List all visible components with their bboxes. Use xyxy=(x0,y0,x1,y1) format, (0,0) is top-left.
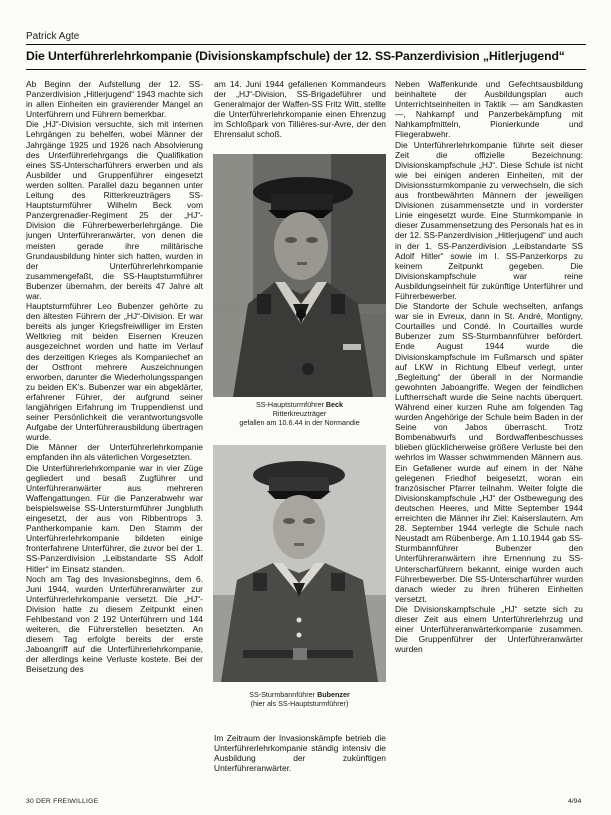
caption-name: Beck xyxy=(325,400,344,409)
author-name: Patrick Agte xyxy=(26,31,80,42)
article-headline: Die Unterführerlehrkompanie (Divisionskampfschule) der 12. SS-Panzerdivision „Hitlerjugend“ xyxy=(26,49,565,63)
paragraph: Die Divisionskampfschule „HJ“ setzte sich zu dieser Zeit aus einem Unterführerlehrzug und einer Unterführeranwärterkompanie zusammen. Die Gruppenführer der Unterführeranwärter wurden xyxy=(395,603,583,655)
paragraph: Die Männer der Unterführerlehrkompanie empfanden ihn als väterlichen Vorgesetzten. xyxy=(26,442,203,463)
paragraph: Hauptsturmführer Leo Bubenzer gehörte zu den ältesten Führern der „HJ“-Division. Er war bereits als junger Kriegsfreiwilliger im Ersten Weltkrieg mit beiden Eisernen Kreuzen ausgezeichnet worden und hatte im Verlauf des derzeitigen Krieges als Kompaniechef an der Ostfront mehrere Auszeichnungen erworben, darunter die Wiederholungsspangen zu beiden EK's. Bubenzer war ein abgeklärter, erfahrener Führer, der aufgrund seiner langjährigen Erfahrung im Truppendienst und seiner Persönlichkeit die verantwortungsvolle Aufgabe der Unterführerausbildung übertragen wurde. xyxy=(26,301,203,443)
text-column-2-top xyxy=(214,79,386,151)
paragraph: Die Unterführerlehrkompanie führte seit dieser Zeit die offizielle Bezeichnung: Divisionskampfschule „HJ“. Diese Schule ist nicht wie bei einigen anderen Einheiten, mit der Divisionssturmkompanie zu verwechseln, die sich aus frontbewährten Männern der jeweiligen Divisionen zusammensetzte und in vorderster Linie eingesetzt wurde. Eine Sturmkompanie in dieser Zusammensetzung des Personals hat es in der 12. SS-Panzerdivision „Hitlerjugend“ und auch in der 1. SS-Panzerdivision „Leibstandarte SS Adolf Hitler“ sowie im I. SS-Panzerkorps zu keinem Zeitpunkt gegeben. Die Divisionskampfschule war reine Ausbildungseinheit für zukünftige Unterführer und Führerbewerber. xyxy=(395,139,583,301)
photo-caption-beck xyxy=(213,400,386,428)
text-column-3 xyxy=(395,79,583,792)
paragraph: am 14. Juni 1944 gefallenen Kommandeurs der „HJ“-Division, SS-Brigadeführer und Generalmajor der Waffen-SS Fritz Witt, stellte die Unterführerlehrkompanie einen Ehrenzug im Schloßpark von Tillières-sur-Avre, der den Ehrensalut schoß. xyxy=(214,79,386,140)
paragraph: Die Unterführerlehrkompanie war in vier Züge gegliedert und besaß Zugführer und Unterführeranwärter aus mehreren Waffengattungen. Für die Panzerabwehr war beispielsweise SS-Untersturmführer Jungbluth eingesetzt, der aus von Ribbentrops 3. Pantherkompanie kam. Den Stamm der Unterführerlehrkompanie bildeten einige fronterfahrene Unterführer, die zuvor bei der 1. SS-Panzerdivision „Leibstandarte SS Adolf Hitler“ im Einsatz standen. xyxy=(26,462,203,574)
page-footer-issue: 4/94 xyxy=(568,798,582,805)
photo-caption-bubenzer xyxy=(213,690,386,708)
caption-rank: SS-Hauptsturmführer xyxy=(255,400,326,409)
caption-line: (hier als SS-Hauptsturmführer) xyxy=(250,699,349,709)
caption-line: gefallen am 10.6.44 in der Normandie xyxy=(239,418,360,428)
text-column-1 xyxy=(26,79,203,792)
paragraph: Im Zeitraum der Invasionskämpfe betrieb die Unterführerlehrkompanie ständig intensiv die Ausbildung der zukünftigen Unterführeranwärter. xyxy=(214,733,386,774)
portrait-photo-icon xyxy=(213,154,386,397)
headline-rule xyxy=(26,69,586,70)
photo-bubenzer xyxy=(213,445,386,682)
top-rule xyxy=(26,44,586,45)
paragraph: Neben Waffenkunde und Gefechtsausbildung beinhaltete der Ausbildungsplan auch Unterrichtseinheiten in Taktik — am Sandkasten —, Nahkampf und Panzerbekämpfung mit Nahkampfmitteln, Pionierkunde und Fliegerabwehr. xyxy=(395,79,583,140)
portrait-photo-icon xyxy=(213,445,386,682)
paragraph: Die Standorte der Schule wechselten, anfangs war sie in Evreux, dann in St. André, Montigny, Courtailles und Condé. In Courtailles wurde Bubenzer zum SS-Sturmbannführer befördert. Ende August 1944 wurde die Divisionskampfschule im Fußmarsch und später auf LKW in Richtung Elbeuf verlegt, unter „Begleitung“ der überall in der Normandie gewohnten Jaboangriffe. Wegen der feindlichen Luftherrschaft wurde die Seine nachts überquert. Während einer kurzen Ruhe am folgenden Tag wurden Angehörige der Schule beim Baden in der Seine von Jabos überrascht. Trotz Bombenabwurfs und Bordwaffenbeschusses blieben glücklicherweise größere Verluste bei den wehrlos im Wasser schwimmenden Männern aus. Ein Gefallener wurde auf einem in der Nähe gelegenen Friedhof beigesetzt, woran ein französischer Pfarrer teilnahm. Weiter folgte die Divisionskampfschule „HJ“ der Ostbewegung des deutschen Heeres, und Mitte September 1944 erreichten die Männer ihr Ziel: Kaiserslautern. Am 28. September 1944 verlegte die Schule nach Neustadt am Rübenberge. Am 1.10.1944 gab SS-Sturmbannführer Bubenzer den Unterführeranwärtern ihre Ernennung zu SS-Unterscharführern bekannt, einige wurden auch Führerbewerber. Die SS-Unterscharführer wurden danach wieder zu ihren früheren Einheiten versetzt. xyxy=(395,301,583,604)
paragraph: Noch am Tag des Invasionsbeginns, dem 6. Juni 1944, wurden Unterführeranwärter zur Unterführerlehrkompanie versetzt. Die „HJ“-Division hatte zu diesem Zeitpunkt einen Fehlbestand von 2 192 Unterführern und 144 weiteren, die Führerstellen besetzten. An diesem Tag erfolgte bereits der erste Jaboangriff auf die Unterführerlehrkompanie, der allerdings keine Verluste kostete. Bei der Beisetzung des xyxy=(26,573,203,675)
photo-beck xyxy=(213,154,386,397)
page-footer-left: 30 DER FREIWILLIGE xyxy=(26,798,99,805)
paragraph: Die „HJ“-Division versuchte, sich mit internen Lehrgängen zu behelfen, wobei Männer der Jahrgänge 1925 und 1926 nach Absolvierung des Unterführerlehrgangs die Qualifikation eines SS-Unterscharführers erwerben und als Ausbilder und Gruppenführer eingesetzt werden sollten. Parallel dazu begannen unter Leitung des Ritterkreuzträgers SS-Hauptsturmführer Wilhelm Beck vom Panzergrenadier-Regiment 25 der „HJ“-Division die Führerbewerberlehrgänge. Die jungen Unterführeranwärter, von denen die meisten gerade ihre militärische Grundausbildung hinter sich hatten, wurden in der Unterführerlehrkompanie zusammengefaßt, die SS-Hauptsturmführer Bubenzer übernahm, der bereits 47 Jahre alt war. xyxy=(26,119,203,301)
caption-name: Bubenzer xyxy=(317,690,350,699)
caption-rank: SS-Sturmbannführer xyxy=(249,690,318,699)
text-column-2-bottom xyxy=(214,733,386,791)
caption-line: Ritterkreuzträger xyxy=(272,409,327,419)
paragraph: Ab Beginn der Aufstellung der 12. SS-Panzerdivision „Hitlerjugend“ 1943 machte sich in allen Einheiten ein gravierender Mangel an Unterführern und Führern bemerkbar. xyxy=(26,79,203,120)
